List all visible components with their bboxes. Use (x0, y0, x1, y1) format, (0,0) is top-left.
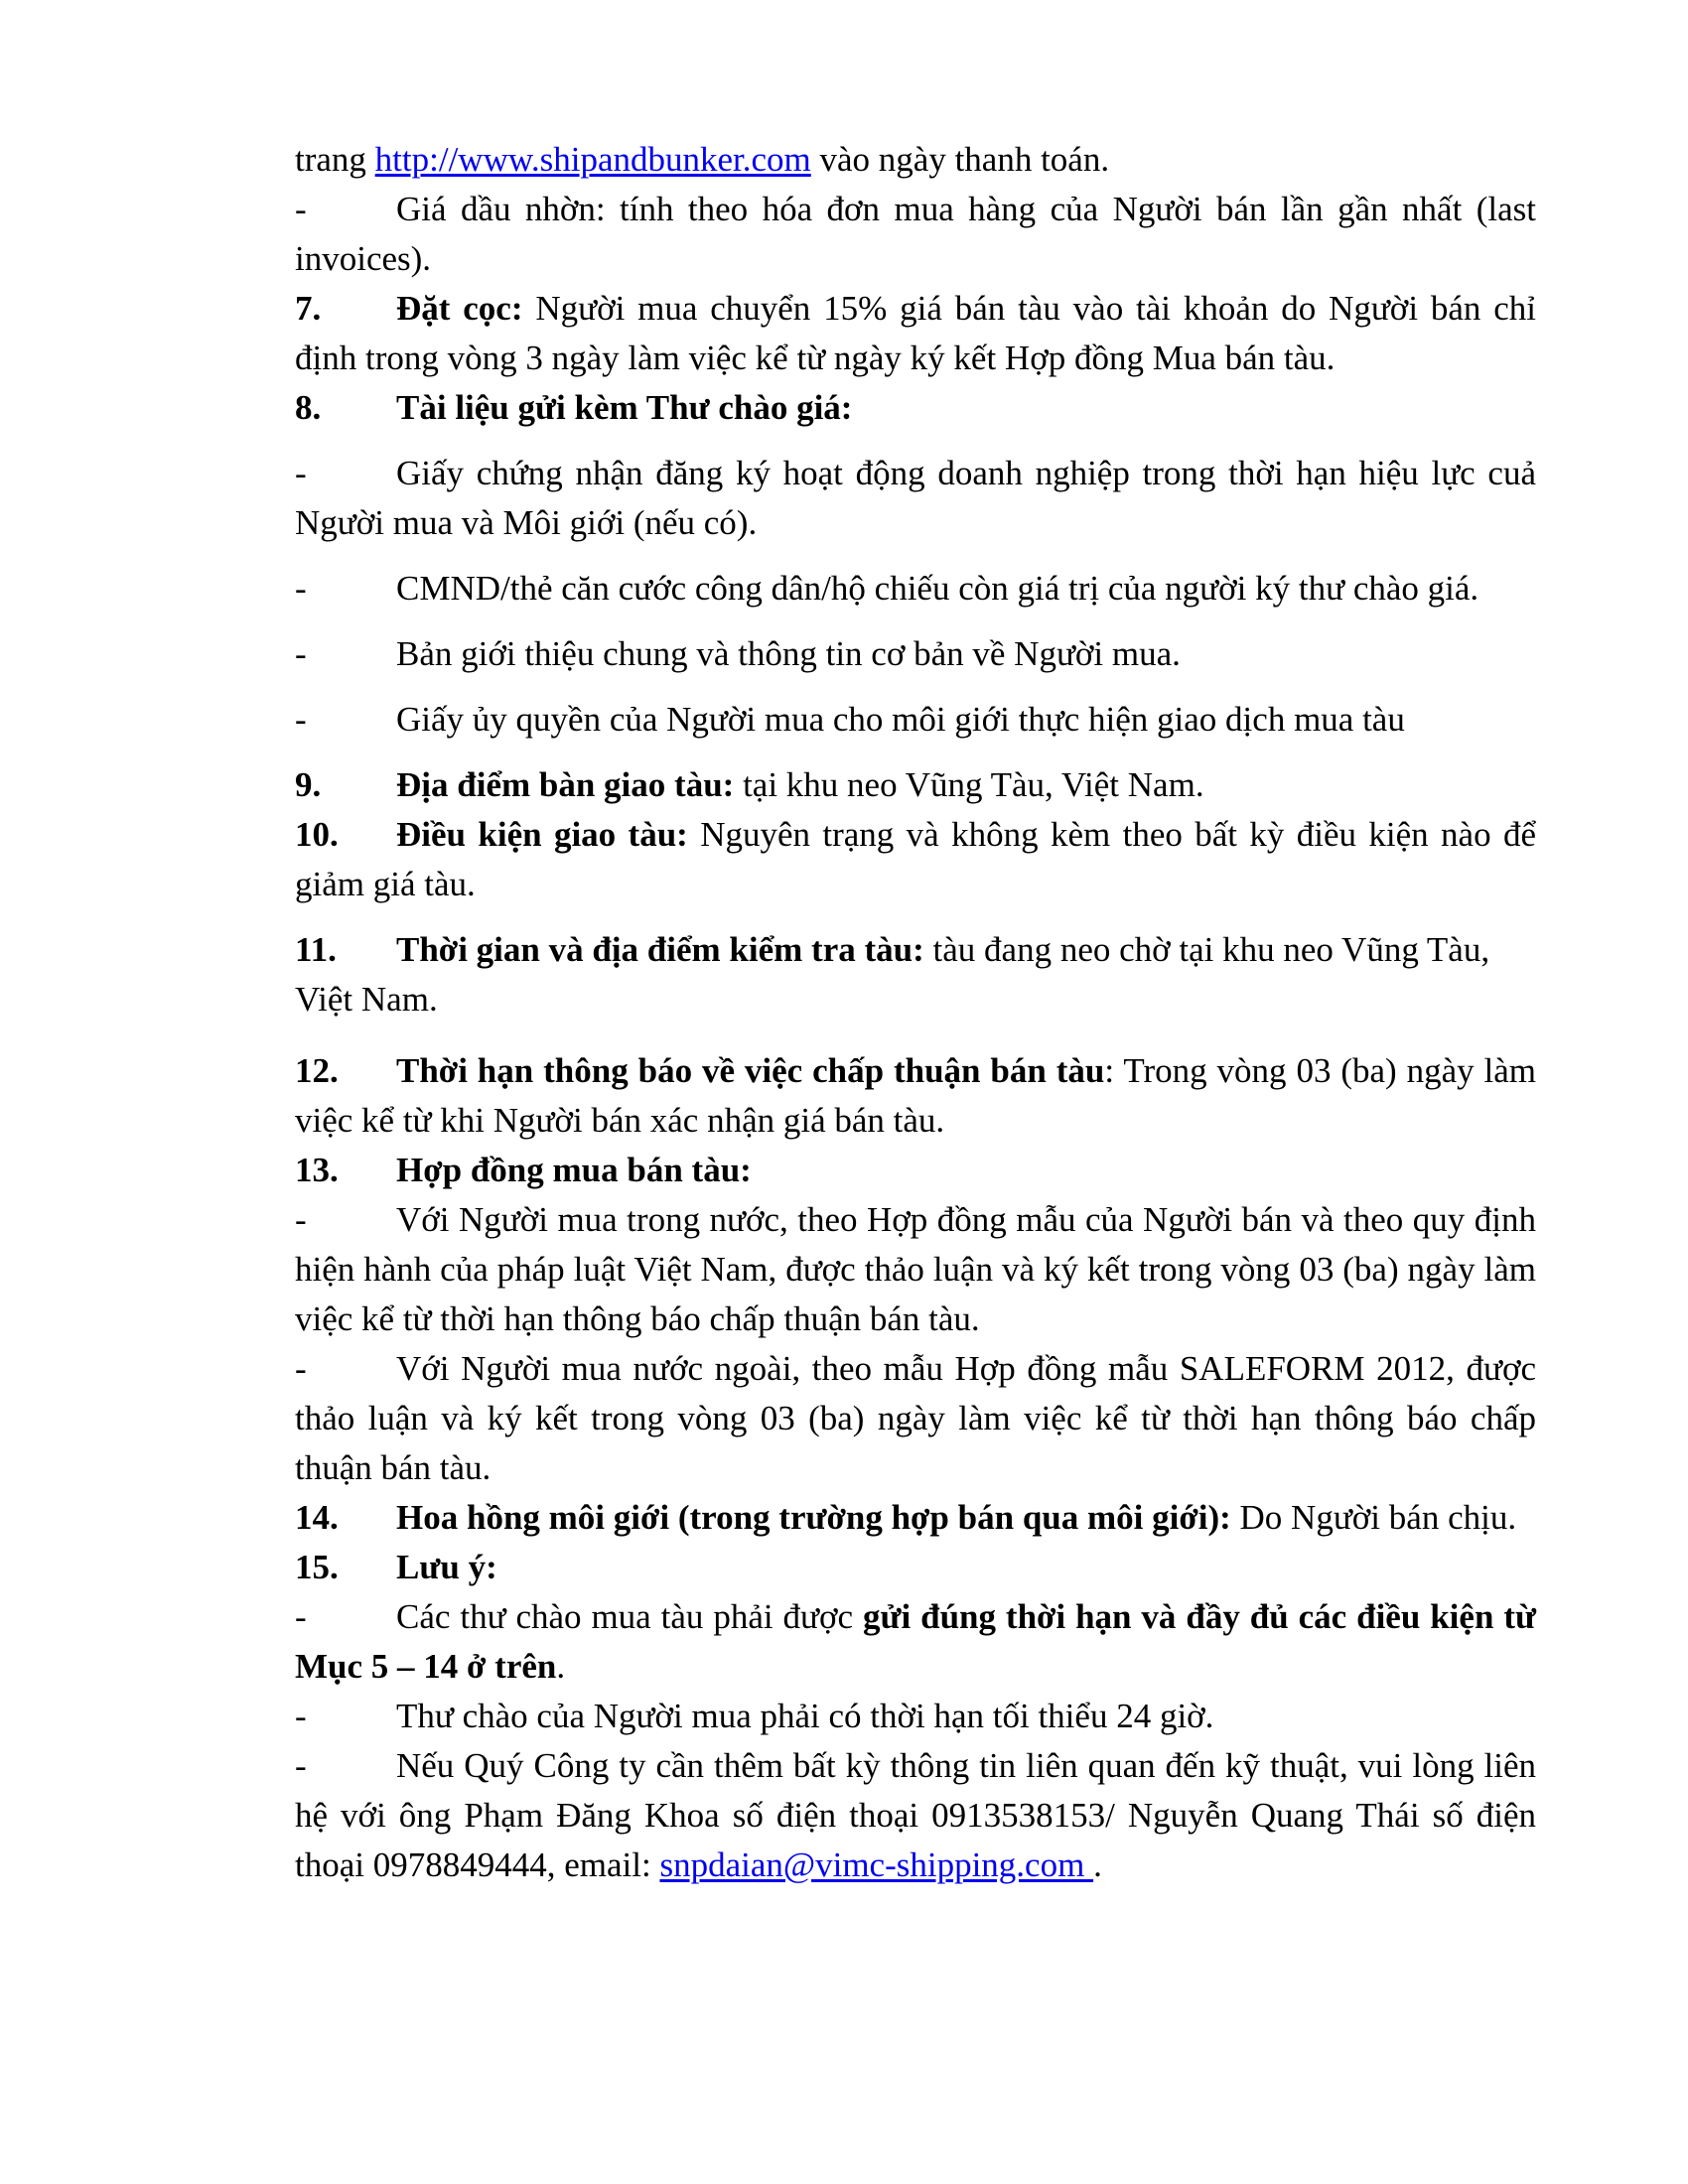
text: Với Người mua trong nước, theo Hợp đồng mẫu của Người bán và theo quy định hiện hành của pháp luật Việt Nam, được thảo luận và ký kết trong vòng 03 (ba) ngày làm việc kể từ thời hạn thông báo chấp thuận bán tàu. (295, 1200, 1536, 1338)
text: Nguyên trạng và không kèm theo bất kỳ điều kiện nào để giảm giá tàu. (295, 815, 1536, 903)
section-8-item (295, 564, 1536, 614)
section-14-commission (295, 1493, 1536, 1543)
text: . (1093, 1845, 1102, 1884)
text: Giấy chứng nhận đăng ký hoạt động doanh nghiệp trong thời hạn hiệu lực cuả Người mua và Môi giới (nếu có). (295, 454, 1536, 542)
text: Người mua chuyển 15% giá bán tàu vào tài khoản do Người bán chỉ định trong vòng 3 ngày làm việc kể từ ngày ký kết Hợp đồng Mua bán tàu. (295, 289, 1537, 377)
section-9-delivery-place (295, 760, 1536, 810)
text: trang (295, 140, 375, 179)
section-13-item (295, 1344, 1536, 1493)
text: tàu đang neo chờ tại khu neo Vũng Tàu, Việt Nam. (295, 930, 1490, 1019)
paragraph-continuation (295, 135, 1536, 185)
section-number: 8. (295, 388, 322, 427)
section-title: Đặt cọc: (396, 289, 523, 328)
text: tại khu neo Vũng Tàu, Việt Nam. (734, 765, 1204, 804)
section-15-item (295, 1692, 1536, 1741)
section-number: 7. (295, 289, 322, 328)
text: Do Người bán chịu. (1230, 1498, 1517, 1537)
text: Giấy ủy quyền của Người mua cho môi giới thực hiện giao dịch mua tàu (396, 700, 1405, 739)
section-number: 15. (295, 1548, 339, 1586)
section-15-item (295, 1741, 1536, 1890)
bold-text: gửi đúng thời hạn và đầy đủ các điều kiện từ Mục 5 – 14 ở trên (295, 1597, 1536, 1686)
text: Thư chào của Người mua phải có thời hạn tối thiểu 24 giờ. (396, 1697, 1214, 1735)
section-title: Địa điểm bàn giao tàu: (396, 765, 735, 804)
section-number: 10. (295, 815, 339, 854)
section-8-title (295, 383, 1536, 433)
section-number: 12. (295, 1051, 339, 1090)
section-title: Thời gian và địa điểm kiểm tra tàu: (396, 930, 924, 969)
section-title: Tài liệu gửi kèm Thư chào giá: (396, 388, 853, 427)
text: Các thư chào mua tàu phải được (396, 1597, 863, 1636)
bullet-dash: - (295, 569, 307, 608)
text: . (556, 1647, 566, 1686)
paragraph-lube-oil-price (295, 185, 1536, 284)
section-number: 14. (295, 1498, 339, 1537)
section-title: Lưu ý: (396, 1548, 497, 1586)
bullet-dash: - (295, 634, 307, 673)
section-title: Hợp đồng mua bán tàu: (396, 1151, 752, 1189)
section-15-item (295, 1592, 1536, 1692)
section-number: 9. (295, 765, 322, 804)
section-11-inspection (295, 925, 1536, 1024)
section-title: Điều kiện giao tàu: (396, 815, 688, 854)
bullet-dash: - (295, 1697, 307, 1735)
section-8-item (295, 695, 1536, 745)
bullet-dash: - (295, 1746, 307, 1785)
text: Nếu Quý Công ty cần thêm bất kỳ thông tin liên quan đến kỹ thuật, vui lòng liên hệ với ông Phạm Đăng Khoa số điện thoại 0913538153/ Nguyễn Quang Thái số điện thoại 0978849444, email: (295, 1746, 1536, 1884)
bullet-dash: - (295, 454, 307, 492)
text: : Trong vòng 03 (ba) ngày làm việc kể từ khi Người bán xác nhận giá bán tàu. (295, 1051, 1536, 1140)
section-number: 13. (295, 1151, 339, 1189)
text: vào ngày thanh toán. (810, 140, 1110, 179)
section-title: Thời hạn thông báo về việc chấp thuận bán tàu (396, 1051, 1105, 1090)
bullet-dash: - (295, 700, 307, 739)
text: Với Người mua nước ngoài, theo mẫu Hợp đồng mẫu SALEFORM 2012, được thảo luận và ký kết trong vòng 03 (ba) ngày làm việc kể từ thời hạn thông báo chấp thuận bán tàu. (295, 1349, 1536, 1487)
bullet-dash: - (295, 1349, 307, 1388)
email-link[interactable]: snpdaian@vimc-shipping.com (659, 1845, 1094, 1884)
shipandbunker-link[interactable]: http://www.shipandbunker.com (374, 140, 811, 179)
section-15-title (295, 1543, 1536, 1592)
section-7-deposit (295, 284, 1536, 383)
section-10-delivery-condition (295, 810, 1536, 909)
text: Bản giới thiệu chung và thông tin cơ bản về Người mua. (396, 634, 1181, 673)
text: CMND/thẻ căn cước công dân/hộ chiếu còn giá trị của người ký thư chào giá. (396, 569, 1479, 608)
section-number: 11. (295, 930, 337, 969)
text: Giá dầu nhờn: tính theo hóa đơn mua hàng của Người bán lần gần nhất (last invoices). (295, 190, 1536, 278)
section-title: Hoa hồng môi giới (trong trường hợp bán qua môi giới): (396, 1498, 1231, 1537)
bullet-dash: - (295, 1200, 307, 1239)
section-8-item (295, 449, 1536, 548)
bullet-dash: - (295, 190, 307, 228)
document-page (295, 135, 1536, 1890)
section-8-item (295, 629, 1536, 679)
section-13-item (295, 1195, 1536, 1344)
bullet-dash: - (295, 1597, 307, 1636)
section-12-approval-notice (295, 1046, 1536, 1146)
section-13-title (295, 1146, 1536, 1195)
